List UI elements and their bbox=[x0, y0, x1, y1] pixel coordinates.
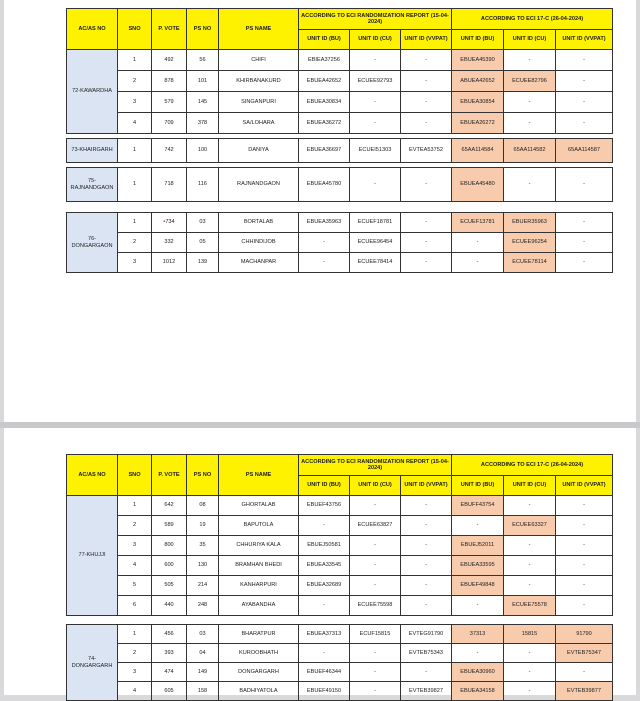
cell-unit-vvpat: - bbox=[401, 168, 452, 202]
header-sno: SNO bbox=[118, 455, 152, 496]
cell-unit-cu: - bbox=[350, 644, 401, 663]
cell-unit-cu-17c: 65AA114582 bbox=[504, 139, 556, 163]
cell-p-vote: 505 bbox=[152, 576, 187, 596]
cell-ps-no: 149 bbox=[187, 663, 219, 682]
cell-unit-bu-17c: EBUFF43754 bbox=[452, 496, 504, 516]
cell-unit-vvpat: - bbox=[401, 113, 452, 134]
table-row bbox=[67, 536, 613, 556]
cell-p-vote: 709 bbox=[152, 113, 187, 134]
ac-cell-dongargaon: 76-DONGARGAON bbox=[67, 213, 118, 273]
ac-cell-khujji: 77-KHUJJI bbox=[67, 496, 118, 616]
cell-p-vote: 600 bbox=[152, 556, 187, 576]
ac-cell-kawardha: 72-KAWARDHA bbox=[67, 50, 118, 134]
cell-p-vote: 440 bbox=[152, 596, 187, 616]
cell-unit-cu: ECUEE75598 bbox=[350, 596, 401, 616]
cell-unit-bu: EBUEF49150 bbox=[299, 682, 350, 701]
header-unit-bu-17c: UNIT ID (BU) bbox=[452, 30, 504, 50]
cell-unit-cu: ECUEE78414 bbox=[350, 253, 401, 273]
header-p-vote: P. VOTE bbox=[152, 455, 187, 496]
cell-unit-bu-17c: ECUEF13781 bbox=[452, 213, 504, 233]
cell-sno: 1 bbox=[118, 168, 152, 202]
table-row bbox=[67, 556, 613, 576]
cell-unit-cu: ECUEF18781 bbox=[350, 213, 401, 233]
cell-unit-bu: EBUEA37313 bbox=[299, 625, 350, 644]
cell-unit-bu: - bbox=[299, 253, 350, 273]
cell-sno: 3 bbox=[118, 663, 152, 682]
cell-ps-no: 03 bbox=[187, 213, 219, 233]
cell-sno: 3 bbox=[118, 92, 152, 113]
cell-unit-vvpat-17c: 65AA114587 bbox=[556, 139, 613, 163]
header-eci-17c: ACCORDING TO ECI 17-C (26-04-2024) bbox=[452, 9, 613, 30]
cell-unit-vvpat: - bbox=[401, 596, 452, 616]
cell-unit-vvpat-17c: - bbox=[556, 536, 613, 556]
cell-unit-vvpat: - bbox=[401, 233, 452, 253]
cell-unit-vvpat: EVTEB75343 bbox=[401, 644, 452, 663]
table-row bbox=[67, 253, 613, 273]
cell-ps-name: DANIYA bbox=[219, 139, 299, 163]
cell-unit-vvpat-17c: - bbox=[556, 50, 613, 71]
cell-unit-cu-17c: - bbox=[504, 556, 556, 576]
cell-ps-no: 248 bbox=[187, 596, 219, 616]
cell-unit-vvpat: - bbox=[401, 213, 452, 233]
cell-unit-cu-17c: - bbox=[504, 682, 556, 701]
cell-unit-cu-17c: ECUEE96254 bbox=[504, 233, 556, 253]
cell-unit-vvpat: EVTEA53752 bbox=[401, 139, 452, 163]
cell-unit-bu: EBUEF43756 bbox=[299, 496, 350, 516]
header-unit-vvpat: UNIT ID (VVPAT) bbox=[401, 476, 452, 496]
header-unit-bu-17c: UNIT ID (BU) bbox=[452, 476, 504, 496]
cell-unit-bu: EBIEA37256 bbox=[299, 50, 350, 71]
cell-unit-bu-17c: - bbox=[452, 516, 504, 536]
cell-unit-bu: - bbox=[299, 233, 350, 253]
cell-sno: 1 bbox=[118, 625, 152, 644]
cell-ps-name: BHARATPUR bbox=[219, 625, 299, 644]
cell-unit-bu-17c: ABUEA42652 bbox=[452, 71, 504, 92]
cell-p-vote: 393 bbox=[152, 644, 187, 663]
cell-unit-cu-17c: EBUER35963 bbox=[504, 213, 556, 233]
cell-unit-cu: - bbox=[350, 168, 401, 202]
cell-unit-vvpat-17c: - bbox=[556, 596, 613, 616]
cell-ps-no: 100 bbox=[187, 139, 219, 163]
cell-unit-vvpat: - bbox=[401, 71, 452, 92]
cell-unit-vvpat-17c: EVTEB39877 bbox=[556, 682, 613, 701]
header-unit-cu: UNIT ID (CU) bbox=[350, 30, 401, 50]
header-ps-no: PS NO bbox=[187, 455, 219, 496]
cell-sno: 4 bbox=[118, 113, 152, 134]
cell-ps-name: MACHANPAR bbox=[219, 253, 299, 273]
cell-ps-no: 05 bbox=[187, 233, 219, 253]
cell-unit-bu: - bbox=[299, 516, 350, 536]
cell-ps-name: BRAMHAN BHEDI bbox=[219, 556, 299, 576]
cell-unit-bu: EBUEA35963 bbox=[299, 213, 350, 233]
cell-p-vote: 579 bbox=[152, 92, 187, 113]
cell-unit-cu-17c: - bbox=[504, 576, 556, 596]
cell-unit-bu-17c: EBUEA45390 bbox=[452, 50, 504, 71]
cell-ps-name: SINGANPURI bbox=[219, 92, 299, 113]
cell-unit-bu-17c: EBUEF49848 bbox=[452, 576, 504, 596]
cell-unit-bu-17c: EBUEA45480 bbox=[452, 168, 504, 202]
header-sno: SNO bbox=[118, 9, 152, 50]
cell-ps-name: KHIRBANAKURD bbox=[219, 71, 299, 92]
cell-unit-cu: - bbox=[350, 556, 401, 576]
cell-unit-bu: EBUEF46344 bbox=[299, 663, 350, 682]
cell-unit-vvpat: - bbox=[401, 496, 452, 516]
cell-unit-bu-17c: EBUEA34158 bbox=[452, 682, 504, 701]
cell-unit-vvpat: - bbox=[401, 50, 452, 71]
cell-p-vote: 605 bbox=[152, 682, 187, 701]
cell-ps-name: DONGARGARH bbox=[219, 663, 299, 682]
cell-sno: 5 bbox=[118, 576, 152, 596]
cell-sno: 4 bbox=[118, 556, 152, 576]
header-unit-cu-17c: UNIT ID (CU) bbox=[504, 30, 556, 50]
cell-unit-bu: EBUEA30834 bbox=[299, 92, 350, 113]
cell-p-vote: 742 bbox=[152, 139, 187, 163]
cell-unit-bu: EBUEA32689 bbox=[299, 576, 350, 596]
cell-unit-cu: - bbox=[350, 536, 401, 556]
cell-unit-vvpat: EVTEB39827 bbox=[401, 682, 452, 701]
cell-unit-cu-17c: ECUEE78114 bbox=[504, 253, 556, 273]
cell-unit-bu-17c: - bbox=[452, 253, 504, 273]
cell-sno: 3 bbox=[118, 536, 152, 556]
cell-ps-name: RAJNANDGAON bbox=[219, 168, 299, 202]
cell-unit-cu-17c: ECUEE82796 bbox=[504, 71, 556, 92]
comparison-table-page-2 bbox=[66, 454, 613, 701]
cell-p-vote: 332 bbox=[152, 233, 187, 253]
cell-ps-no: 130 bbox=[187, 556, 219, 576]
cell-ps-name: CHHINDIJOB bbox=[219, 233, 299, 253]
cell-ps-no: 101 bbox=[187, 71, 219, 92]
header-randomization-report: ACCORDING TO ECI RANDOMIZATION REPORT (15-04-2024) bbox=[299, 9, 452, 30]
table-row bbox=[67, 50, 613, 71]
cell-unit-cu-17c: - bbox=[504, 496, 556, 516]
table-row bbox=[67, 92, 613, 113]
cell-unit-bu-17c: - bbox=[452, 596, 504, 616]
cell-unit-cu: - bbox=[350, 92, 401, 113]
cell-unit-bu-17c: 65AA114584 bbox=[452, 139, 504, 163]
cell-ps-no: 214 bbox=[187, 576, 219, 596]
ac-cell-dongargarh: 74-DONGARGARH bbox=[67, 625, 118, 701]
cell-unit-bu: EBUEA36697 bbox=[299, 139, 350, 163]
cell-unit-vvpat-17c: - bbox=[556, 71, 613, 92]
table-row bbox=[67, 168, 613, 202]
header-eci-17c: ACCORDING TO ECI 17-C (26-04-2024) bbox=[452, 455, 613, 476]
cell-unit-vvpat-17c: - bbox=[556, 576, 613, 596]
cell-unit-cu-17c: - bbox=[504, 92, 556, 113]
cell-sno: 3 bbox=[118, 253, 152, 273]
cell-p-vote: 800 bbox=[152, 536, 187, 556]
cell-ps-no: 35 bbox=[187, 536, 219, 556]
cell-ps-name: CHIFI bbox=[219, 50, 299, 71]
cell-unit-cu: ECUEE96454 bbox=[350, 233, 401, 253]
cell-unit-vvpat: - bbox=[401, 516, 452, 536]
cell-ps-no: 378 bbox=[187, 113, 219, 134]
cell-unit-cu-17c: 15815 bbox=[504, 625, 556, 644]
cell-unit-bu: - bbox=[299, 596, 350, 616]
header-unit-cu: UNIT ID (CU) bbox=[350, 476, 401, 496]
cell-unit-vvpat: EVTEG91790 bbox=[401, 625, 452, 644]
cell-unit-cu-17c: - bbox=[504, 663, 556, 682]
cell-sno: 1 bbox=[118, 496, 152, 516]
cell-unit-bu-17c: EBUEA30960 bbox=[452, 663, 504, 682]
cell-ps-name: BAPUTOLA bbox=[219, 516, 299, 536]
cell-unit-cu-17c: - bbox=[504, 168, 556, 202]
cell-unit-bu-17c: - bbox=[452, 644, 504, 663]
cell-unit-cu-17c: - bbox=[504, 536, 556, 556]
cell-ps-no: 19 bbox=[187, 516, 219, 536]
cell-unit-cu: ECUEE63827 bbox=[350, 516, 401, 536]
cell-unit-cu-17c: - bbox=[504, 50, 556, 71]
cell-unit-bu-17c: 37313 bbox=[452, 625, 504, 644]
cell-sno: 6 bbox=[118, 596, 152, 616]
table-row bbox=[67, 625, 613, 644]
cell-unit-vvpat-17c: EVTEB75347 bbox=[556, 644, 613, 663]
cell-ps-name: KUROOBHATH bbox=[219, 644, 299, 663]
cell-ps-no: 56 bbox=[187, 50, 219, 71]
cell-unit-vvpat-17c: - bbox=[556, 168, 613, 202]
cell-unit-bu: EBUEA36272 bbox=[299, 113, 350, 134]
header-unit-vvpat-17c: UNIT ID (VVPAT) bbox=[556, 30, 613, 50]
table-row bbox=[67, 576, 613, 596]
table-row bbox=[67, 213, 613, 233]
cell-ps-name: BORTALAB bbox=[219, 213, 299, 233]
cell-ps-name: AYABANDHA bbox=[219, 596, 299, 616]
cell-unit-vvpat: - bbox=[401, 92, 452, 113]
cell-ps-no: 145 bbox=[187, 92, 219, 113]
cell-unit-cu: - bbox=[350, 682, 401, 701]
cell-unit-bu: EBUEA33545 bbox=[299, 556, 350, 576]
cell-p-vote: 1012 bbox=[152, 253, 187, 273]
table-row bbox=[67, 682, 613, 701]
cell-ps-no: 158 bbox=[187, 682, 219, 701]
cell-sno: 2 bbox=[118, 644, 152, 663]
cell-p-vote: 492 bbox=[152, 50, 187, 71]
cell-ps-no: 04 bbox=[187, 644, 219, 663]
cell-p-vote: 474 bbox=[152, 663, 187, 682]
cell-unit-vvpat-17c: 91790 bbox=[556, 625, 613, 644]
cell-sno: 1 bbox=[118, 139, 152, 163]
cell-ps-name: BADHIYATOLA bbox=[219, 682, 299, 701]
cell-unit-vvpat: - bbox=[401, 663, 452, 682]
cell-unit-bu-17c: - bbox=[452, 233, 504, 253]
cell-sno: 2 bbox=[118, 233, 152, 253]
cell-unit-bu: EBUEJ50581 bbox=[299, 536, 350, 556]
cell-ps-name: KANHARPURI bbox=[219, 576, 299, 596]
table-row bbox=[67, 663, 613, 682]
table-row bbox=[67, 71, 613, 92]
cell-p-vote: 456 bbox=[152, 625, 187, 644]
cell-unit-cu-17c: - bbox=[504, 113, 556, 134]
header-ps-name: PS NAME bbox=[219, 455, 299, 496]
cell-ps-name: SA/LOHARA bbox=[219, 113, 299, 134]
cell-sno: 4 bbox=[118, 682, 152, 701]
cell-unit-cu: - bbox=[350, 576, 401, 596]
cell-sno: 2 bbox=[118, 71, 152, 92]
cell-unit-bu-17c: EBUEA33595 bbox=[452, 556, 504, 576]
cell-unit-vvpat: - bbox=[401, 556, 452, 576]
header-randomization-report: ACCORDING TO ECI RANDOMIZATION REPORT (15-04-2024) bbox=[299, 455, 452, 476]
cell-unit-vvpat-17c: - bbox=[556, 92, 613, 113]
cell-unit-vvpat-17c: - bbox=[556, 516, 613, 536]
cell-unit-cu-17c: - bbox=[504, 644, 556, 663]
table-row bbox=[67, 233, 613, 253]
header-ac-as-no: AC/AS NO bbox=[67, 455, 118, 496]
cell-p-vote: 589 bbox=[152, 516, 187, 536]
cell-unit-bu: EBUEA45780 bbox=[299, 168, 350, 202]
table-row bbox=[67, 516, 613, 536]
cell-unit-cu: ECUEE92793 bbox=[350, 71, 401, 92]
cell-ps-no: 116 bbox=[187, 168, 219, 202]
cell-sno: 2 bbox=[118, 516, 152, 536]
header-unit-cu-17c: UNIT ID (CU) bbox=[504, 476, 556, 496]
header-unit-vvpat-17c: UNIT ID (VVPAT) bbox=[556, 476, 613, 496]
cell-unit-vvpat-17c: - bbox=[556, 113, 613, 134]
ac-cell-rajnandgaon: 75-RAJNANDGAON bbox=[67, 168, 118, 202]
cell-unit-vvpat: - bbox=[401, 576, 452, 596]
header-ac-as-no: AC/AS NO bbox=[67, 9, 118, 50]
cell-unit-vvpat: - bbox=[401, 536, 452, 556]
cell-ps-no: 08 bbox=[187, 496, 219, 516]
cell-unit-cu: ECUF15815 bbox=[350, 625, 401, 644]
cell-p-vote: 642 bbox=[152, 496, 187, 516]
red-mark: • bbox=[163, 219, 166, 226]
cell-unit-vvpat-17c: - bbox=[556, 496, 613, 516]
cell-unit-cu: ECUEI51303 bbox=[350, 139, 401, 163]
cell-unit-bu: - bbox=[299, 644, 350, 663]
cell-unit-cu-17c: ECUEE75578 bbox=[504, 596, 556, 616]
cell-unit-cu: - bbox=[350, 663, 401, 682]
cell-unit-vvpat-17c: - bbox=[556, 663, 613, 682]
cell-p-vote: 718 bbox=[152, 168, 187, 202]
cell-unit-vvpat-17c: - bbox=[556, 233, 613, 253]
header-ps-no: PS NO bbox=[187, 9, 219, 50]
cell-p-vote: 878 bbox=[152, 71, 187, 92]
cell-unit-vvpat-17c: - bbox=[556, 213, 613, 233]
cell-unit-cu: - bbox=[350, 113, 401, 134]
cell-ps-no: 139 bbox=[187, 253, 219, 273]
cell-ps-name: CHHURIYA KALA bbox=[219, 536, 299, 556]
cell-p-vote-value: 734 bbox=[165, 219, 175, 226]
header-unit-bu: UNIT ID (BU) bbox=[299, 30, 350, 50]
cell-sno: 1 bbox=[118, 50, 152, 71]
header-ps-name: PS NAME bbox=[219, 9, 299, 50]
header-unit-vvpat: UNIT ID (VVPAT) bbox=[401, 30, 452, 50]
table-row bbox=[67, 496, 613, 516]
header-unit-bu: UNIT ID (BU) bbox=[299, 476, 350, 496]
cell-unit-bu-17c: EBUEJ52011 bbox=[452, 536, 504, 556]
comparison-table-page-1 bbox=[66, 8, 613, 273]
header-p-vote: P. VOTE bbox=[152, 9, 187, 50]
cell-unit-bu: EBUEA42652 bbox=[299, 71, 350, 92]
cell-unit-vvpat: - bbox=[401, 253, 452, 273]
cell-ps-name: GHORTALAB bbox=[219, 496, 299, 516]
cell-unit-cu-17c: ECUEE63327 bbox=[504, 516, 556, 536]
cell-unit-vvpat-17c: - bbox=[556, 556, 613, 576]
table-row bbox=[67, 139, 613, 163]
table-row bbox=[67, 644, 613, 663]
cell-unit-cu: - bbox=[350, 50, 401, 71]
table-row bbox=[67, 596, 613, 616]
cell-ps-no: 03 bbox=[187, 625, 219, 644]
table-row bbox=[67, 113, 613, 134]
cell-unit-cu: - bbox=[350, 496, 401, 516]
cell-p-vote bbox=[152, 213, 187, 233]
ac-cell-khairgarh: 73-KHAIRGARH bbox=[67, 139, 118, 163]
cell-sno: 1 bbox=[118, 213, 152, 233]
cell-unit-bu-17c: EBUEA26272 bbox=[452, 113, 504, 134]
cell-unit-vvpat-17c: - bbox=[556, 253, 613, 273]
cell-unit-bu-17c: EBUEA30854 bbox=[452, 92, 504, 113]
